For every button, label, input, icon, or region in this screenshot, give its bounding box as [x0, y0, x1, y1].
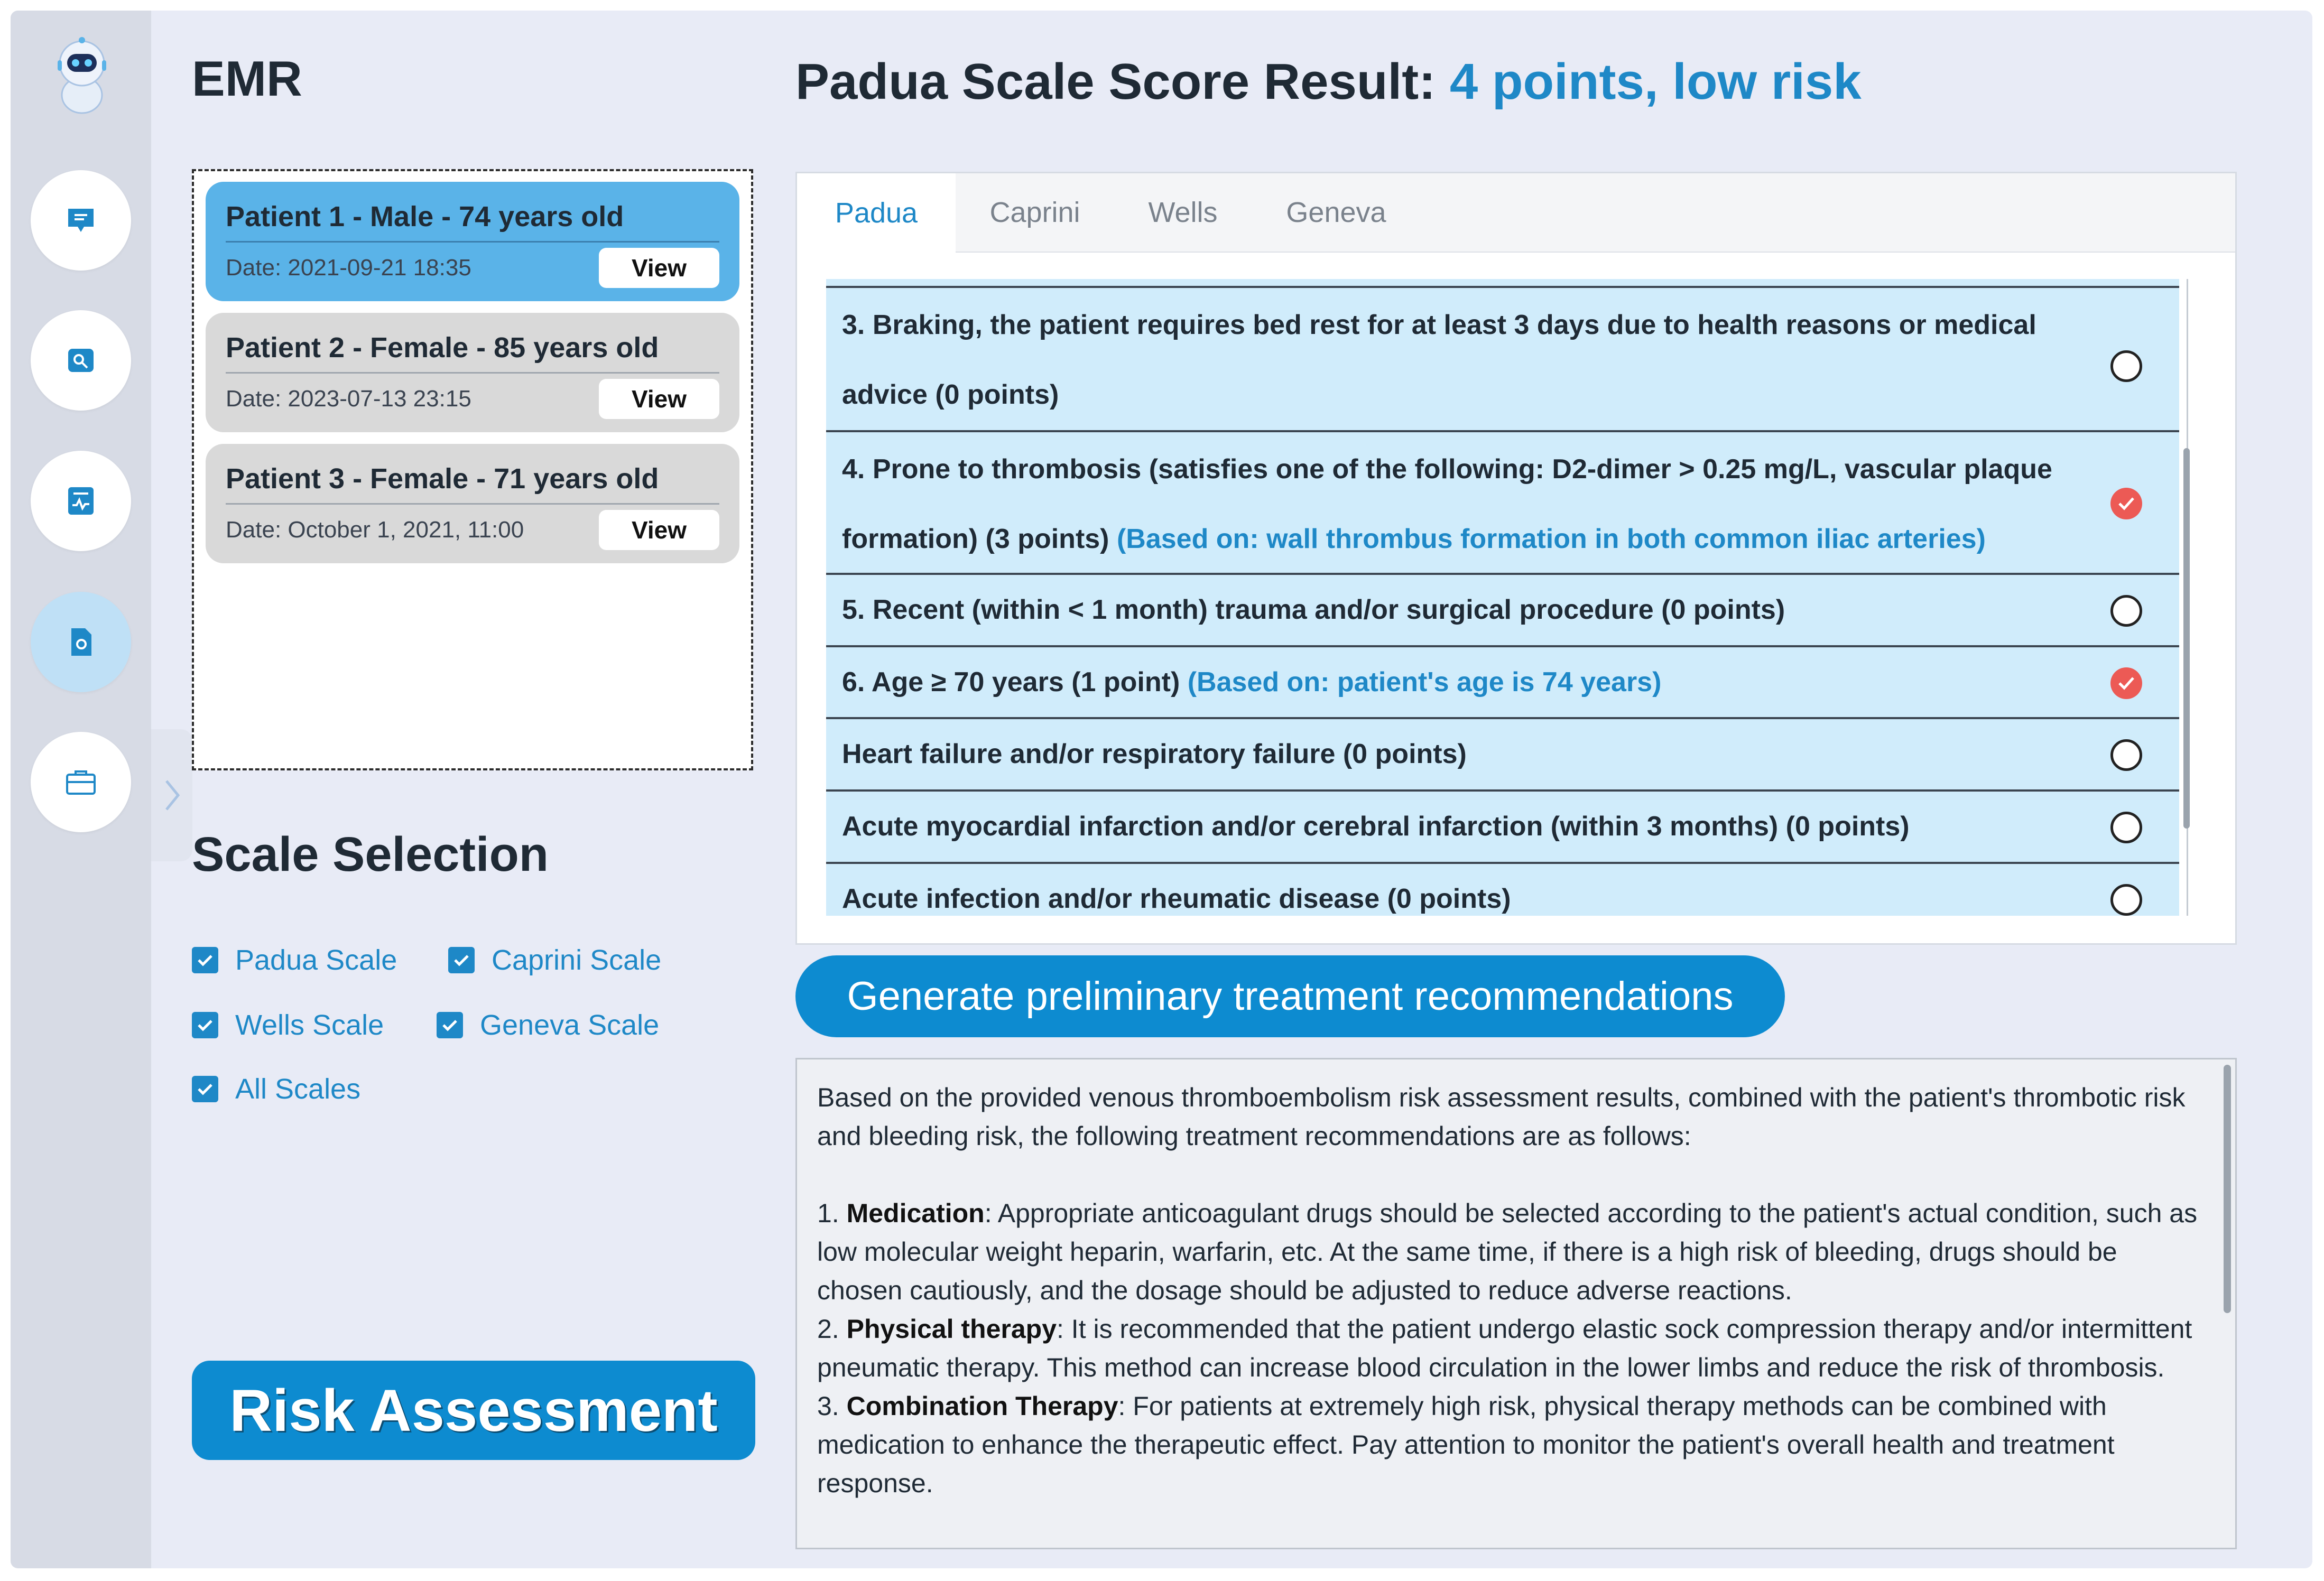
- tab-padua[interactable]: Padua: [797, 173, 956, 253]
- criteria-scrollbar[interactable]: [2183, 448, 2190, 829]
- all-scales-checkbox[interactable]: [192, 1073, 360, 1105]
- patient-card[interactable]: [206, 444, 739, 563]
- scale-result-panel: [795, 172, 2237, 945]
- criteria-row: [826, 575, 2179, 647]
- recommendation-textbox[interactable]: [795, 1058, 2237, 1549]
- checkbox-label: Wells Scale: [235, 1009, 384, 1041]
- checkbox-label: Geneva Scale: [480, 1009, 660, 1041]
- recommendation-item: 2. Physical therapy: It is recommended that the patient undergo elastic sock compression therapy and/or intermittent pneumatic therapy. This method can increase blood circulation in the lower limbs and reduce the risk of thrombosis.: [817, 1314, 2192, 1382]
- score-result-value: 4 points, low risk: [1449, 53, 1862, 110]
- criteria-row: [826, 792, 2179, 864]
- criteria-radio[interactable]: [2110, 812, 2142, 843]
- criteria-list: [826, 279, 2179, 916]
- check-icon: [2118, 496, 2135, 511]
- checkbox-checked-icon: [192, 947, 218, 973]
- checkbox-label: Caprini Scale: [492, 944, 662, 976]
- criteria-row: [826, 647, 2179, 719]
- sidebar-collapse-toggle[interactable]: [151, 729, 192, 861]
- score-result-heading: [795, 53, 1862, 111]
- geneva-scale-checkbox[interactable]: [437, 1009, 659, 1041]
- risk-assessment-button[interactable]: Risk Assessment: [192, 1361, 755, 1460]
- caprini-scale-checkbox[interactable]: [448, 944, 661, 976]
- patient-date: Date: 2021-09-21 18:35: [226, 255, 471, 281]
- generate-recommendations-button[interactable]: Generate preliminary treatment recommendations: [795, 955, 1785, 1037]
- padua-scale-checkbox[interactable]: [192, 944, 397, 976]
- criteria-text: 6. Age ≥ 70 years (1 point) (Based on: patient's age is 74 years): [842, 667, 1662, 698]
- sidebar: [11, 11, 151, 1568]
- criteria-text: 4. Prone to thrombosis (satisfies one of the following: D2-dimer > 0.25 mg/L, vascular plaque formation) (3 points) (Based on: wall thrombus formation in both common iliac arteries): [842, 454, 2052, 554]
- recommendation-text: [817, 1078, 2202, 1503]
- criteria-text: 3. Braking, the patient requires bed rest for at least 3 days due to health reasons or medical advice (0 points): [842, 310, 2036, 410]
- view-button[interactable]: View: [599, 510, 719, 550]
- criteria-radio[interactable]: [2110, 595, 2142, 627]
- briefcase-icon[interactable]: [31, 732, 131, 832]
- view-button[interactable]: View: [599, 379, 719, 419]
- criteria-radio[interactable]: [2110, 884, 2142, 916]
- checkbox-label: Padua Scale: [235, 944, 397, 976]
- score-result-prefix: Padua Scale Score Result:: [795, 53, 1450, 110]
- scale-tabs: [797, 173, 2235, 253]
- document-icon[interactable]: [31, 592, 131, 692]
- criteria-basis: (Based on: patient's age is 74 years): [1187, 667, 1662, 698]
- criteria-radio-checked[interactable]: [2110, 667, 2142, 699]
- criteria-row: [826, 279, 2179, 288]
- criteria-radio[interactable]: [2110, 350, 2142, 382]
- criteria-text: Acute myocardial infarction and/or cerebral infarction (within 3 months) (0 points): [842, 811, 1910, 842]
- recommendation-item: 3. Combination Therapy: For patients at extremely high risk, physical therapy methods can be combined with medication to enhance the therapeutic effect. Pay attention to monitor the patient's overall health and treatment response.: [817, 1391, 2115, 1498]
- patient-date: Date: October 1, 2021, 11:00: [226, 517, 524, 543]
- robot-avatar-icon[interactable]: [54, 36, 109, 115]
- patient-date: Date: 2023-07-13 23:15: [226, 386, 471, 412]
- wells-scale-checkbox[interactable]: [192, 1009, 384, 1041]
- recommendation-item: 1. Medication: Appropriate anticoagulant drugs should be selected according to the patient's actual condition, such as low molecular weight heparin, warfarin, etc. At the same time, if there is a high risk of bleeding, drugs should be chosen cautiously, and the dosage should be adjusted to reduce adverse reactions.: [817, 1198, 2198, 1305]
- criteria-text: Acute infection and/or rheumatic disease (0 points): [842, 884, 1511, 914]
- chart-report-icon[interactable]: [31, 451, 131, 551]
- patient-card[interactable]: [206, 313, 739, 432]
- scale-selection-title: Scale Selection: [192, 827, 549, 881]
- tab-geneva[interactable]: Geneva: [1286, 197, 1386, 228]
- criteria-row: [826, 432, 2179, 575]
- patient-name: Patient 1 - Male - 74 years old: [226, 192, 719, 243]
- patient-name: Patient 3 - Female - 71 years old: [226, 454, 719, 505]
- patient-card[interactable]: [206, 182, 739, 301]
- page-title: EMR: [192, 51, 302, 106]
- criteria-text: Heart failure and/or respiratory failure (0 points): [842, 739, 1467, 769]
- view-button[interactable]: View: [599, 248, 719, 288]
- patient-name: Patient 2 - Female - 85 years old: [226, 323, 719, 374]
- app-window: [11, 11, 2312, 1568]
- patient-list: [192, 169, 753, 770]
- checkbox-label: All Scales: [235, 1073, 361, 1105]
- criteria-basis: (Based on: wall thrombus formation in both common iliac arteries): [1116, 524, 1986, 554]
- tab-caprini[interactable]: Caprini: [989, 197, 1080, 228]
- chevron-right-icon: [161, 777, 182, 814]
- checkbox-checked-icon: [448, 947, 475, 973]
- diagnosis-icon[interactable]: [31, 310, 131, 411]
- tab-wells[interactable]: Wells: [1148, 197, 1218, 228]
- criteria-row: [826, 864, 2179, 916]
- checkbox-checked-icon: [192, 1012, 218, 1038]
- checkbox-checked-icon: [437, 1012, 463, 1038]
- recommendation-intro: Based on the provided venous thromboembolism risk assessment results, combined with the patient's thrombotic risk and bleeding risk, the following treatment recommendations are as follows:: [817, 1083, 2186, 1151]
- criteria-radio[interactable]: [2110, 739, 2142, 771]
- checkbox-checked-icon: [192, 1076, 218, 1102]
- consultation-icon[interactable]: [31, 170, 131, 271]
- criteria-text: 5. Recent (within < 1 month) trauma and/or surgical procedure (0 points): [842, 594, 1785, 625]
- criteria-row: [826, 719, 2179, 792]
- criteria-radio-checked[interactable]: [2110, 488, 2142, 519]
- criteria-row: [826, 288, 2179, 432]
- check-icon: [2118, 676, 2135, 691]
- recommendation-scrollbar[interactable]: [2224, 1065, 2231, 1313]
